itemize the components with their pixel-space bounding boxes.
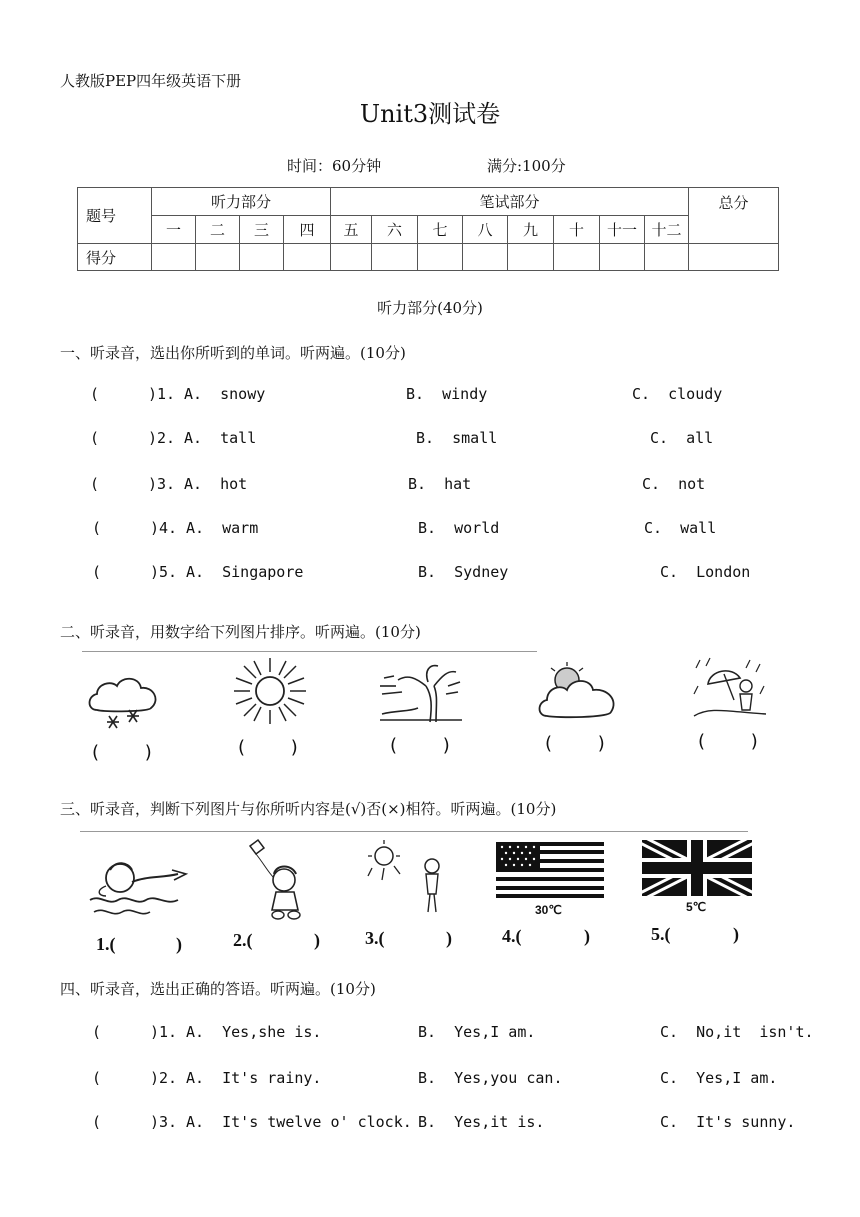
score-input[interactable] bbox=[152, 244, 196, 271]
question-number: )4. bbox=[150, 519, 178, 537]
question-number: )3. bbox=[150, 1113, 178, 1131]
option-a: A. hot bbox=[184, 475, 248, 493]
option-b: B. windy bbox=[406, 385, 488, 403]
cell-writing: 笔试部分 bbox=[331, 188, 689, 216]
option-a: A. warm bbox=[186, 519, 259, 537]
question-number: )1. bbox=[148, 385, 176, 403]
section-3-title: 三、听录音，判断下列图片与你所听内容是(√)否(×)相符。听两遍。(10分) bbox=[60, 800, 557, 818]
swimming-icon bbox=[86, 856, 196, 924]
answer-blank-close[interactable]: ) bbox=[314, 930, 320, 950]
question-number: )3. bbox=[148, 475, 176, 493]
score-label: 满分:100分 bbox=[487, 157, 566, 175]
doc-header: 人教版PEP四年级英语下册 bbox=[60, 72, 242, 90]
question-number: )2. bbox=[148, 429, 176, 447]
option-a: A. It's twelve o' clock. bbox=[186, 1113, 412, 1131]
option-b: B. hat bbox=[408, 475, 472, 493]
answer-blank[interactable]: ( ) bbox=[238, 737, 298, 758]
divider bbox=[82, 651, 537, 652]
item-label: 2.( bbox=[233, 930, 253, 950]
option-a: A. Singapore bbox=[186, 563, 304, 581]
us-flag-icon bbox=[496, 842, 604, 898]
cell-num: 五 bbox=[331, 216, 372, 244]
score-input[interactable] bbox=[372, 244, 418, 271]
option-b: B. world bbox=[418, 519, 500, 537]
cell-num: 十 bbox=[554, 216, 600, 244]
score-input[interactable] bbox=[600, 244, 645, 271]
score-input[interactable] bbox=[645, 244, 689, 271]
cell-score-label: 得分 bbox=[78, 244, 152, 271]
option-a: A. snowy bbox=[184, 385, 266, 403]
snowy-cloud-icon bbox=[85, 672, 165, 736]
question-number: )2. bbox=[150, 1069, 178, 1087]
kite-girl-icon bbox=[244, 838, 318, 922]
answer-blank-open[interactable]: ( bbox=[90, 475, 100, 493]
section-2-title: 二、听录音，用数字给下列图片排序。听两遍。(10分) bbox=[60, 623, 421, 641]
score-input[interactable] bbox=[689, 244, 779, 271]
option-c: C. not bbox=[642, 475, 706, 493]
score-table bbox=[77, 187, 779, 271]
answer-blank-close[interactable]: ) bbox=[176, 934, 182, 954]
temperature-label: 5℃ bbox=[686, 900, 707, 914]
option-b: B. Sydney bbox=[418, 563, 509, 581]
option-b: B. Yes,you can. bbox=[418, 1069, 563, 1087]
uk-flag-icon bbox=[642, 840, 752, 896]
temperature-label: 30℃ bbox=[535, 903, 562, 917]
answer-blank-open[interactable]: ( bbox=[92, 1113, 102, 1131]
option-a: A. It's rainy. bbox=[186, 1069, 322, 1087]
option-b: B. Yes,it is. bbox=[418, 1113, 545, 1131]
answer-blank-close[interactable]: ) bbox=[733, 924, 739, 944]
cell-num: 二 bbox=[196, 216, 240, 244]
score-input[interactable] bbox=[418, 244, 463, 271]
cell-total: 总分 bbox=[689, 188, 779, 244]
answer-blank[interactable]: ( ) bbox=[698, 731, 758, 752]
cell-num: 三 bbox=[240, 216, 284, 244]
windy-tree-icon bbox=[378, 656, 464, 724]
cell-question-no: 题号 bbox=[78, 188, 152, 244]
answer-blank[interactable]: ( ) bbox=[390, 735, 450, 756]
question-number: )1. bbox=[150, 1023, 178, 1041]
option-b: B. small bbox=[416, 429, 498, 447]
answer-blank-open[interactable]: ( bbox=[90, 385, 100, 403]
cell-num: 一 bbox=[152, 216, 196, 244]
option-c: C. wall bbox=[644, 519, 717, 537]
score-input[interactable] bbox=[240, 244, 284, 271]
cell-num: 六 bbox=[372, 216, 418, 244]
cell-num: 四 bbox=[284, 216, 331, 244]
item-label: 5.( bbox=[651, 924, 671, 944]
option-a: A. Yes,she is. bbox=[186, 1023, 322, 1041]
answer-blank[interactable]: ( ) bbox=[545, 733, 605, 754]
time-label: 时间：60分钟 bbox=[287, 157, 382, 175]
score-input[interactable] bbox=[508, 244, 554, 271]
answer-blank-close[interactable]: ) bbox=[446, 928, 452, 948]
item-label: 1.( bbox=[96, 934, 116, 954]
option-c: C. cloudy bbox=[632, 385, 723, 403]
answer-blank[interactable]: ( ) bbox=[92, 742, 152, 763]
score-input[interactable] bbox=[196, 244, 240, 271]
answer-blank-open[interactable]: ( bbox=[92, 519, 102, 537]
rainy-umbrella-icon bbox=[690, 656, 770, 722]
answer-blank-open[interactable]: ( bbox=[92, 563, 102, 581]
cell-num: 十一 bbox=[600, 216, 645, 244]
sun-icon bbox=[230, 656, 310, 726]
answer-blank-close[interactable]: ) bbox=[584, 926, 590, 946]
section-1-title: 一、听录音，选出你所听到的单词。听两遍。(10分) bbox=[60, 344, 406, 362]
score-input[interactable] bbox=[463, 244, 508, 271]
answer-blank-open[interactable]: ( bbox=[92, 1023, 102, 1041]
listening-part-title: 听力部分(40分) bbox=[377, 299, 483, 317]
score-input[interactable] bbox=[554, 244, 600, 271]
cell-listening: 听力部分 bbox=[152, 188, 331, 216]
question-number: )5. bbox=[150, 563, 178, 581]
item-label: 4.( bbox=[502, 926, 522, 946]
answer-blank-open[interactable]: ( bbox=[92, 1069, 102, 1087]
cell-num: 七 bbox=[418, 216, 463, 244]
option-a: A. tall bbox=[184, 429, 257, 447]
score-input[interactable] bbox=[284, 244, 331, 271]
option-c: C. No,it isn't. bbox=[660, 1023, 814, 1041]
cloudy-sun-icon bbox=[537, 660, 623, 722]
cell-num: 八 bbox=[463, 216, 508, 244]
divider bbox=[80, 831, 748, 832]
section-4-title: 四、听录音，选出正确的答语。听两遍。(10分) bbox=[60, 980, 376, 998]
hot-sun-girl-icon bbox=[362, 838, 448, 918]
option-b: B. Yes,I am. bbox=[418, 1023, 536, 1041]
item-label: 3.( bbox=[365, 928, 385, 948]
option-c: C. all bbox=[650, 429, 714, 447]
cell-num: 十二 bbox=[645, 216, 689, 244]
option-c: C. London bbox=[660, 563, 751, 581]
option-c: C. It's sunny. bbox=[660, 1113, 796, 1131]
cell-num: 九 bbox=[508, 216, 554, 244]
option-c: C. Yes,I am. bbox=[660, 1069, 778, 1087]
answer-blank-open[interactable]: ( bbox=[90, 429, 100, 447]
page-title: Unit3测试卷 bbox=[359, 100, 501, 128]
score-input[interactable] bbox=[331, 244, 372, 271]
